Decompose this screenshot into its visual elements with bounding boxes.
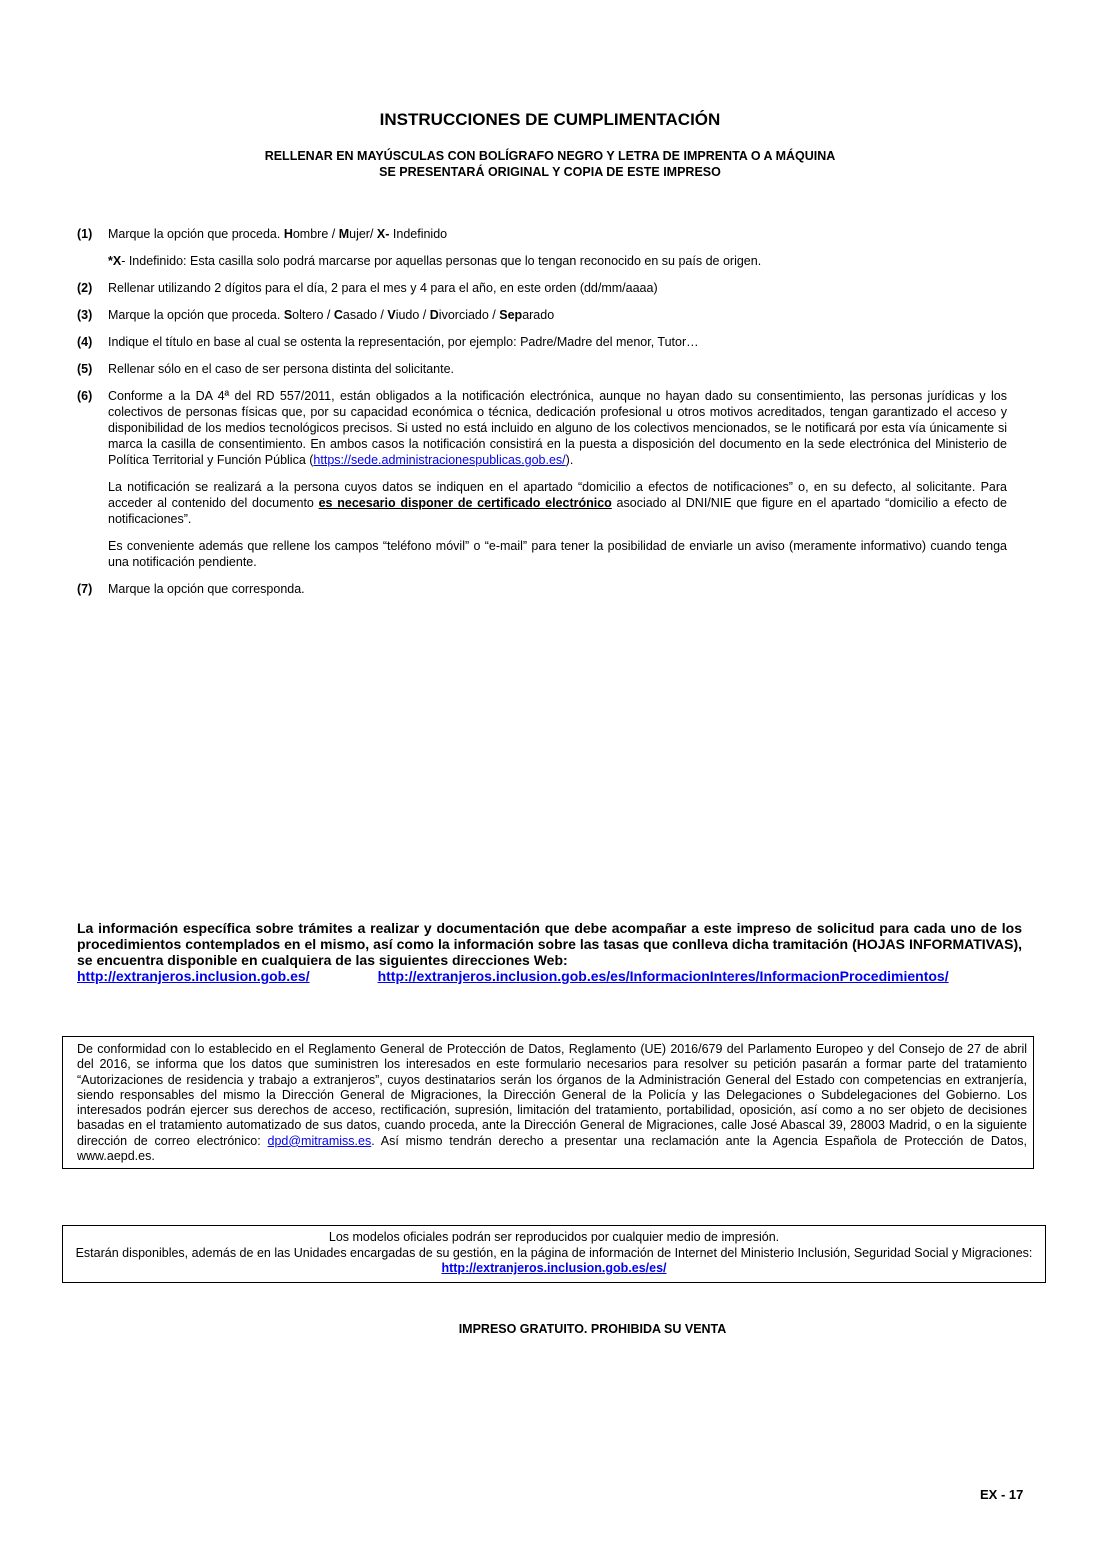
page-subtitle <box>0 148 1100 180</box>
information-links <box>77 968 1022 984</box>
instruction-item-6 <box>77 388 1007 570</box>
item-text-paragraph-3: Es conveniente además que rellene los campos “teléfono móvil” o “e-mail” para tener la posibilidad de enviarle un aviso (meramente informativo) cuando tenga una notificación pendiente. <box>108 539 1007 569</box>
item-number: (6) <box>77 389 93 403</box>
instructions-list <box>77 226 1007 608</box>
item-number: (1) <box>77 227 93 241</box>
instruction-item-1 <box>77 226 1007 269</box>
item-text: Rellenar sólo en el caso de ser persona distinta del solicitante. <box>108 362 455 376</box>
subtitle-line-2: SE PRESENTARÁ ORIGINAL Y COPIA DE ESTE IMPRESO <box>379 165 721 179</box>
item-number: (7) <box>77 582 93 596</box>
item-text-paragraph-2: La notificación se realizará a la persona cuyos datos se indiquen en el apartado “domicilio a efectos de notificaciones” o, en su defecto, al solicitante. Para acceder al contenido del documento es necesario disponer de certificado electrónico asociado al DNI/NIE que figure en el apartado “domicilio a efecto de notificaciones”. <box>108 480 1007 526</box>
procedimientos-link[interactable]: http://extranjeros.inclusion.gob.es/es/InformacionInteres/InformacionProcedimientos/ <box>377 968 949 984</box>
instruction-item-2 <box>77 280 1007 296</box>
item-number: (5) <box>77 362 93 376</box>
official-models-box <box>62 1225 1046 1283</box>
form-code: EX - 17 <box>980 1487 1024 1502</box>
instruction-item-4 <box>77 334 1007 350</box>
item-text: Indique el título en base al cual se ostenta la representación, por ejemplo: Padre/Madre del menor, Tutor… <box>108 335 699 349</box>
data-protection-box: De conformidad con lo establecido en el Reglamento General de Protección de Datos, Reglamento (UE) 2016/679 del Parlamento Europeo y del Consejo de 27 de abril del 2016, se informa que los datos que suministren los interesados en este formulario necesarios para resolver su petición pasarán a formar parte del tratamiento “Autorizaciones de residencia y trabajo a extranjeros”, cuyos destinatarios serán los órganos de la Administración General del Estado con competencias en extranjería, siendo responsables del mismo la Dirección General de Migraciones, la Dirección General de la Policía y las Delegaciones o Subdelegaciones del Gobierno. Los interesados podrán ejercer sus derechos de acceso, rectificación, supresión, limitación del tratamiento, portabilidad, oposición, así como a no ser objeto de decisiones basadas en el tratamiento automatizado de sus datos, cuando proceda, ante la Dirección General de Migraciones, calle José Abascal 39, 28003 Madrid, o en la siguiente dirección de correo electrónico: dpd@mitramiss.es. Así mismo tendrán derecho a presentar una reclamación ante la Agencia Española de Protección de Datos, www.aepd.es. <box>62 1036 1034 1169</box>
information-text: La información específica sobre trámites a realizar y documentación que debe acompañar a este impreso de solicitud para cada uno de los procedimientos contemplados en el mismo, así como la información sobre las tasas que conlleva dicha tramitación (HOJAS INFORMATIVAS), se encuentra disponible en cualquiera de las siguientes direcciones Web: <box>77 920 1022 968</box>
item-text: Rellenar utilizando 2 dígitos para el día, 2 para el mes y 4 para el año, en este orden (dd/mm/aaaa) <box>108 281 658 295</box>
item-text: Marque la opción que proceda. Soltero / Casado / Viudo / Divorciado / Separado <box>108 308 555 322</box>
models-line-2: Estarán disponibles, además de en las Unidades encargadas de su gestión, en la página de información de Internet del Ministerio Inclusión, Seguridad Social y Migraciones: http://extranjeros.inclusion.gob.es/es/ <box>75 1245 1033 1275</box>
dpd-email-link[interactable]: dpd@mitramiss.es <box>267 1133 372 1148</box>
information-notice <box>77 920 1022 984</box>
item-number: (4) <box>77 335 93 349</box>
instruction-item-3 <box>77 307 1007 323</box>
page-title: INSTRUCCIONES DE CUMPLIMENTACIÓN <box>379 110 721 129</box>
item-text: Marque la opción que proceda. Hombre / Mujer/ X- Indefinido <box>108 227 448 241</box>
instruction-item-7 <box>77 581 1007 597</box>
item-number: (3) <box>77 308 93 322</box>
sede-link[interactable]: https://sede.administracionespublicas.gob.es/ <box>313 453 566 467</box>
subtitle-line-1: RELLENAR EN MAYÚSCULAS CON BOLÍGRAFO NEGRO Y LETRA DE IMPRENTA O A MÁQUINA <box>264 149 836 163</box>
item-text-paragraph-1: Conforme a la DA 4ª del RD 557/2011, están obligados a la notificación electrónica, aunque no hayan dado su consentimiento, las personas jurídicas y los colectivos de personas físicas que, por su capacidad económica o técnica, dedicación profesional u otros motivos acreditados, tengan garantizado el acceso y disponibilidad de los medios tecnológicos precisos. Si usted no está incluido en alguno de los colectivos mencionados, se le notificará por esta vía únicamente si marca la casilla de consentimiento. En ambos casos la notificación consistirá en la puesta a disposición del documento en la sede electrónica del Ministerio de Política Territorial y Función Pública (https://sede.administracionespublicas.gob.es/). <box>108 389 1007 467</box>
free-print-notice: IMPRESO GRATUITO. PROHIBIDA SU VENTA <box>458 1322 727 1336</box>
item-number: (2) <box>77 281 93 295</box>
extranjeros-link[interactable]: http://extranjeros.inclusion.gob.es/ <box>77 968 310 984</box>
item-text: Marque la opción que corresponda. <box>108 582 305 596</box>
models-line-1: Los modelos oficiales podrán ser reproducidos por cualquier medio de impresión. <box>328 1230 780 1244</box>
instruction-item-5 <box>77 361 1007 377</box>
models-link[interactable]: http://extranjeros.inclusion.gob.es/es/ <box>441 1261 667 1275</box>
item-note: *X- Indefinido: Esta casilla solo podrá marcarse por aquellas personas que lo tengan reconocido en su país de origen. <box>108 254 762 268</box>
